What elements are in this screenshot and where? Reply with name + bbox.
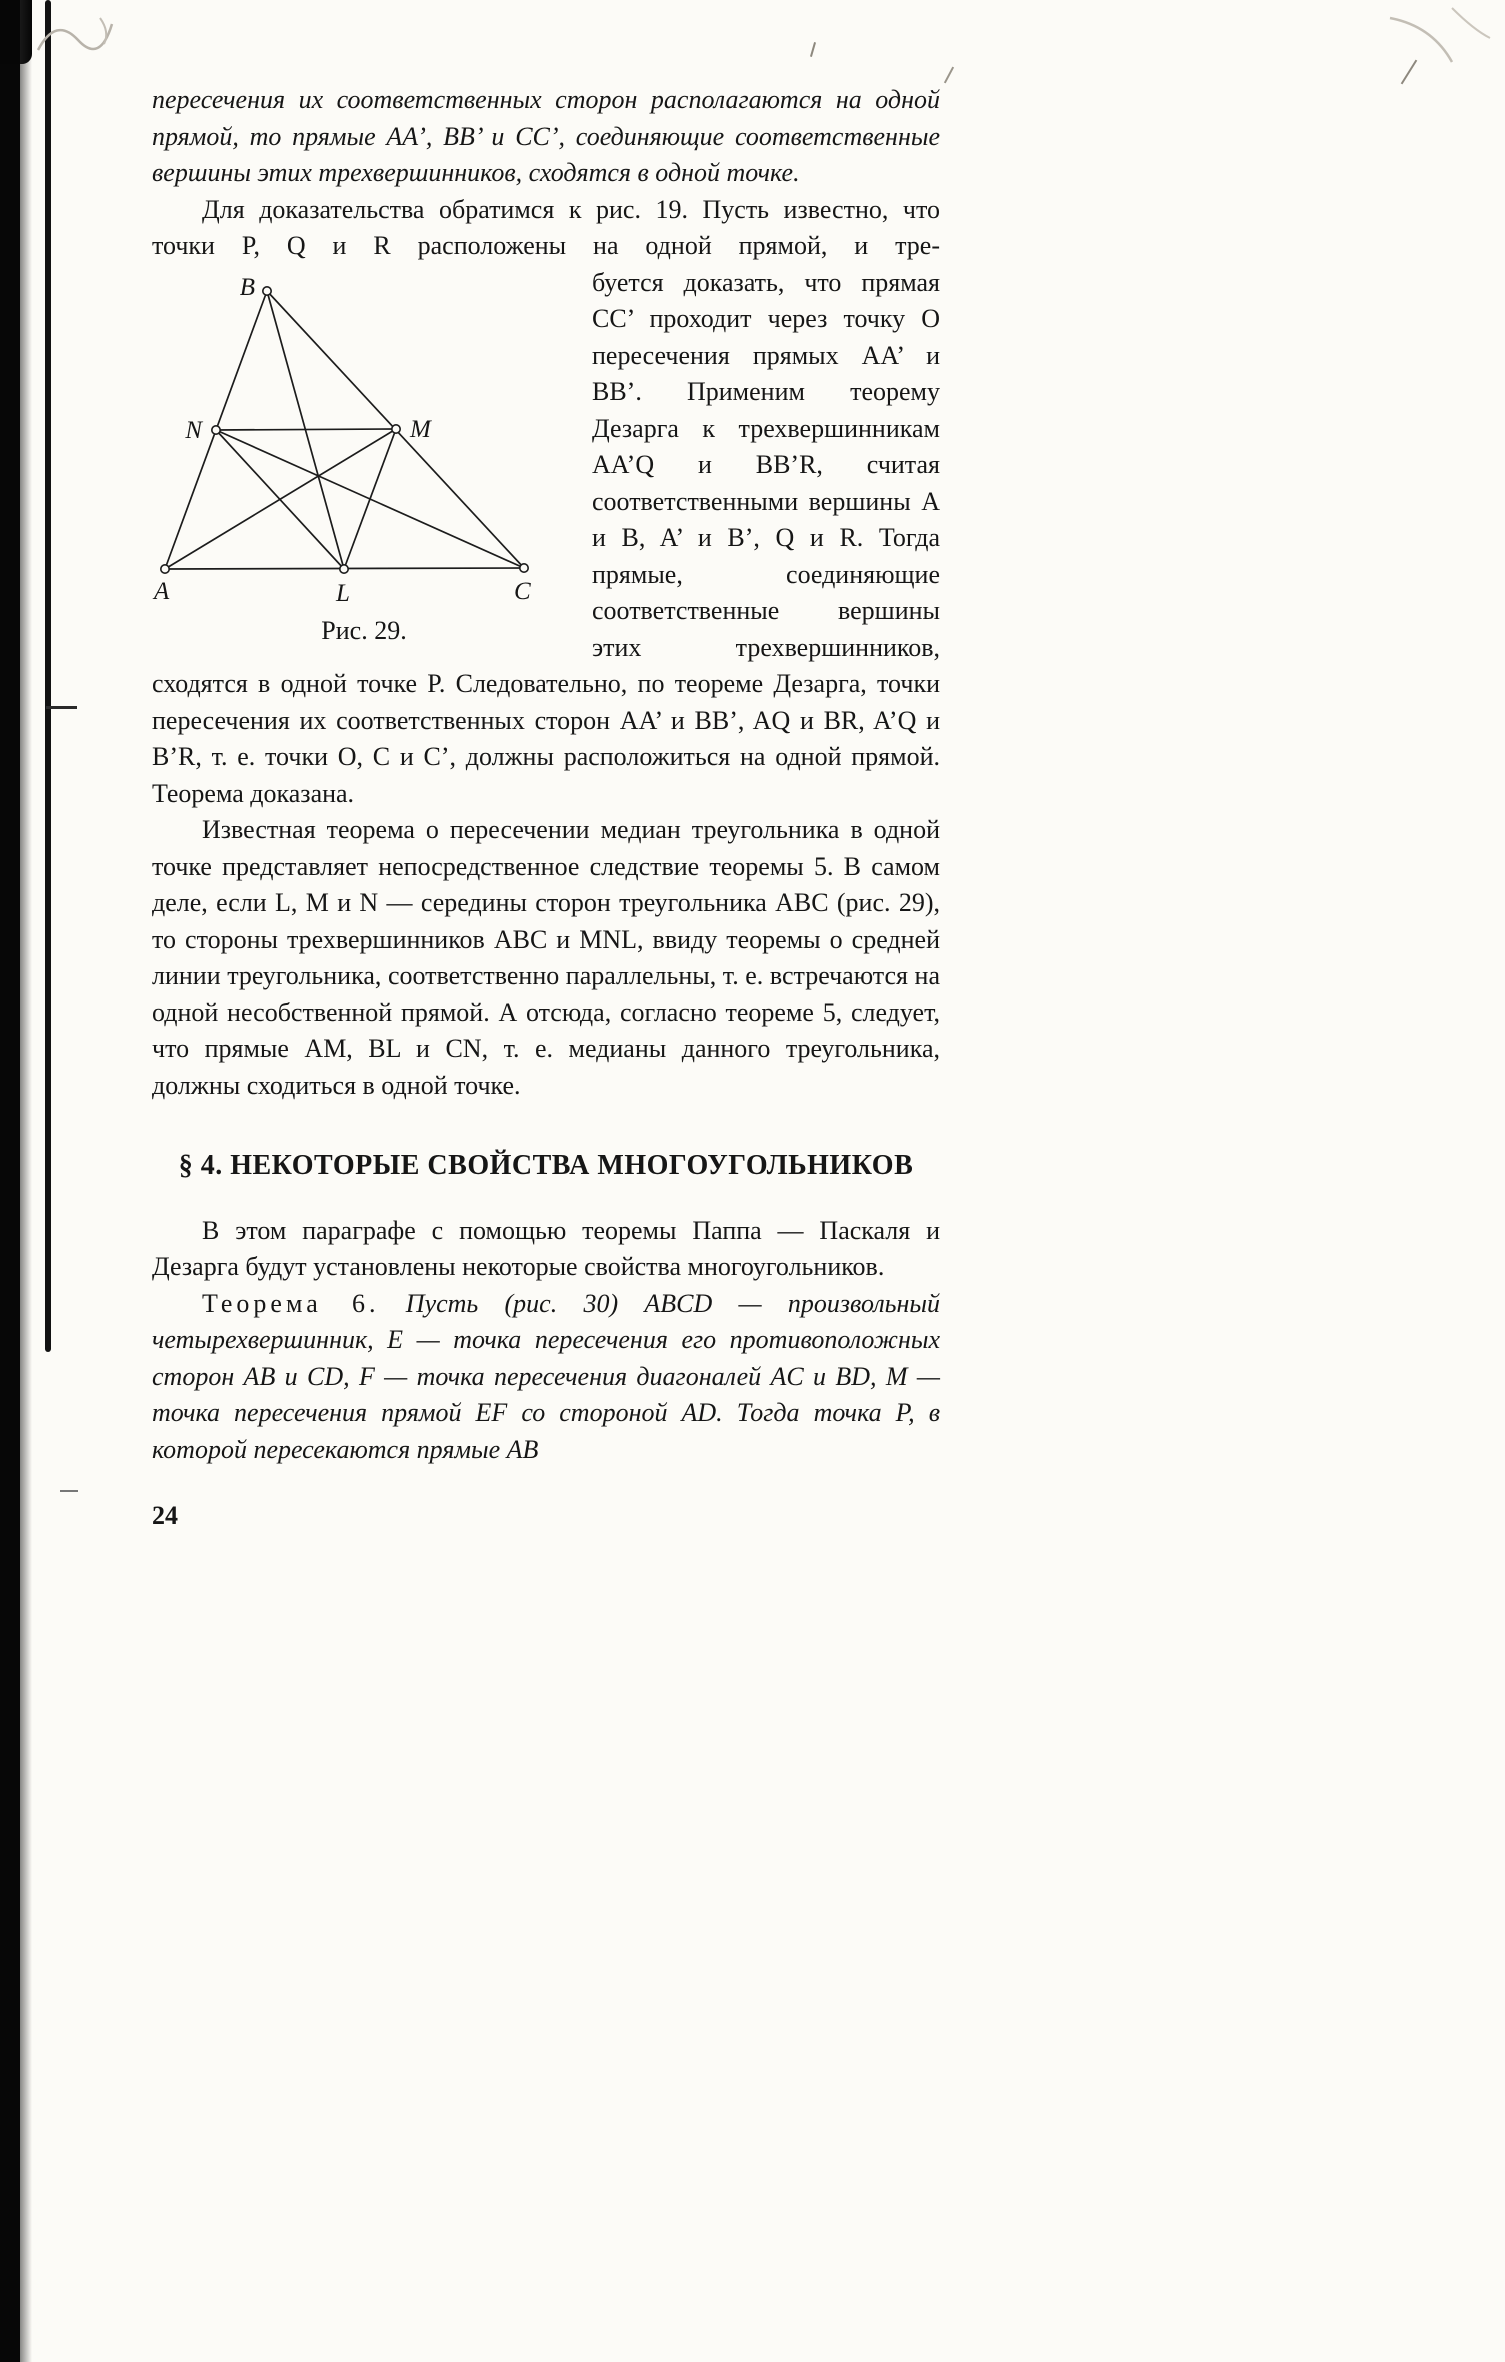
- paragraph-theorem-6: [152, 1286, 940, 1469]
- margin-dash-mark: [46, 706, 77, 709]
- stray-mark-right-margin: [944, 67, 954, 84]
- paragraph-proof-start: Для доказательства обратимся к рис. 19. Пусть известно, что точки P, Q и R расположены на одной прямой, и тре-: [152, 194, 940, 260]
- binding-shadow: [20, 0, 32, 2362]
- stray-mark-top-center: [810, 42, 816, 57]
- stray-slash-right-edge: [1401, 60, 1418, 85]
- page-number: 24: [152, 1501, 178, 1530]
- binding-crease-line: [45, 0, 51, 1352]
- vertex-label-l: L: [336, 579, 350, 605]
- pencil-scribble-top-right: [1378, 0, 1505, 90]
- paragraph-proof-rest: буется доказать, что прямая CC’ проходит через точку O пересечения прямых AA’ и BB’. Применим теорему Дезарга к трехвершинникам AA’Q и BB’R, считая соответственными вершины A и B, A’ и B’, Q и R. Тогда прямые, соединяющие соответственные вершины этих трехвершинников, сходятся в одной точке P. Следовательно, по теореме Дезарга, точки пересечения их соответственных сторон AA’ и BB’, AQ и BR, A’Q и B’R, т. е. точки O, C и C’, должны расположиться на одной прямой. Теорема доказана.: [152, 267, 940, 808]
- margin-dash-mark-lower: [60, 1490, 78, 1492]
- vertex-label-n: N: [185, 416, 202, 444]
- theorem-6-label: Теорема 6.: [202, 1288, 380, 1318]
- binding-edge-strip: [0, 0, 20, 2362]
- theorem-6-statement: Пусть (рис. 30) ABCD — произвольный четырехвершинник, E — точка пересечения его противоположных сторон AB и CD, F — точка пересечения диагоналей AC и BD, M — точка пересечения прямой EF со стороной AD. Тогда точка P, в которой пересекаются прямые AB: [152, 1288, 940, 1464]
- vertex-label-b: B: [239, 273, 255, 301]
- vertex-label-c: C: [514, 577, 531, 605]
- figure-29-caption: Рис. 29.: [321, 615, 407, 645]
- vertex-label-a: A: [154, 577, 170, 605]
- text-column: [152, 82, 940, 1535]
- section-4-heading: § 4. НЕКОТОРЫЕ СВОЙСТВА МНОГОУГОЛЬНИКОВ: [178, 1150, 914, 1181]
- paragraph-medians-corollary: Известная теорема о пересечении медиан треугольника в одной точке представляет непосредственное следствие теоремы 5. В самом деле, если L, M и N — середины сторон треугольника ABC (рис. 29), то стороны трехвершинников ABC и MNL, ввиду теоремы о средней линии треугольника, соответственно параллельны, т. е. встречаются на одной несобственной прямой. А отсюда, согласно теореме 5, следует, что прямые AM, BL и CN, т. е. медианы данного треугольника, должны сходиться в одной точке.: [152, 815, 940, 1100]
- figure-29-drawing: [152, 273, 576, 605]
- paragraph-section-intro: В этом параграфе с помощью теоремы Паппа — Паскаля и Дезарга будут установлены некоторые свойства многоугольников.: [152, 1215, 940, 1281]
- paragraph-theorem5-continuation: пересечения их соответственных сторон располагаются на одной прямой, то прямые AA’, BB’ и CC’, соединяющие соответственные вершины этих трехвершинников, сходятся в одной точке.: [152, 85, 940, 187]
- figure-29: [152, 273, 576, 650]
- vertex-label-m: M: [410, 415, 431, 443]
